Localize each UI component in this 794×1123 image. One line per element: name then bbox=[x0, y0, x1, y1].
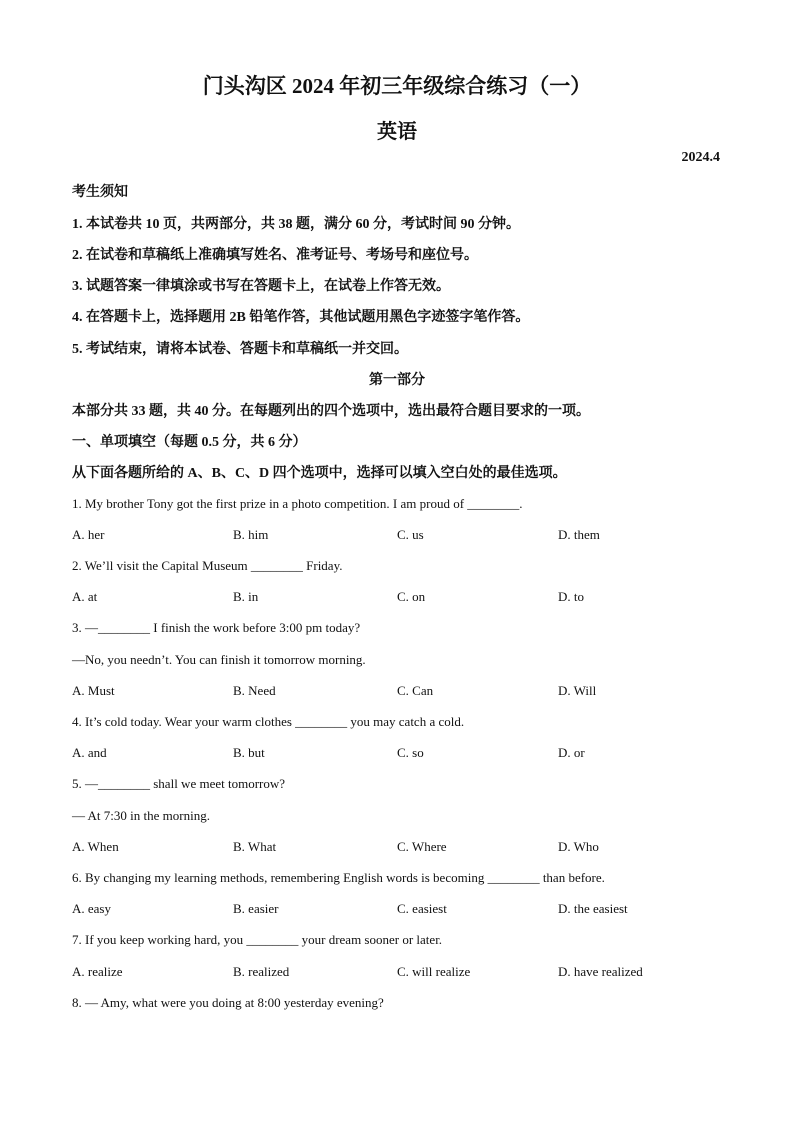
option-c: C. us bbox=[397, 527, 424, 542]
option-a: A. When bbox=[72, 839, 119, 854]
option-a: A. and bbox=[72, 745, 107, 760]
notice-item: 1. 本试卷共 10 页，共两部分，共 38 题，满分 60 分，考试时间 90 分钟。 bbox=[72, 217, 520, 232]
section-instruction: 从下面各题所给的 A、B、C、D 四个选项中，选择可以填入空白处的最佳选项。 bbox=[72, 466, 567, 481]
option-a: A. her bbox=[72, 527, 105, 542]
notice-item: 2. 在试卷和草稿纸上准确填写姓名、准考证号、考场号和座位号。 bbox=[72, 248, 478, 263]
option-d: D. Who bbox=[558, 839, 599, 854]
option-b: B. What bbox=[233, 839, 277, 854]
option-c: C. easiest bbox=[397, 901, 447, 916]
question-dialogue-line: — At 7:30 in the morning. bbox=[72, 808, 210, 823]
option-row bbox=[0, 964, 794, 982]
notice-item: 3. 试题答案一律填涂或书写在答题卡上，在试卷上作答无效。 bbox=[72, 279, 450, 294]
option-row bbox=[0, 589, 794, 607]
option-b: B. realized bbox=[233, 964, 290, 979]
subject-title: 英语 bbox=[377, 121, 417, 143]
option-row bbox=[0, 839, 794, 857]
question-stem: 7. If you keep working hard, you ________ your dream sooner or later. bbox=[72, 932, 443, 947]
question-stem: 4. It’s cold today. Wear your warm clothes ________ you may catch a cold. bbox=[72, 714, 465, 729]
part-intro: 本部分共 33 题，共 40 分。在每题列出的四个选项中，选出最符合题目要求的一项。 bbox=[72, 404, 590, 419]
option-b: B. easier bbox=[233, 901, 279, 916]
option-row bbox=[0, 683, 794, 701]
option-a: A. easy bbox=[72, 901, 111, 916]
option-row bbox=[0, 901, 794, 919]
option-d: D. or bbox=[558, 745, 585, 760]
section-title: 一、单项填空（每题 0.5 分，共 6 分） bbox=[72, 435, 307, 450]
option-b: B. but bbox=[233, 745, 265, 760]
notice-item: 4. 在答题卡上，选择题用 2B 铅笔作答，其他试题用黑色字迹签字笔作答。 bbox=[72, 310, 530, 325]
option-c: C. will realize bbox=[397, 964, 471, 979]
exam-title: 门头沟区 2024 年初三年级综合练习（一） bbox=[202, 74, 592, 98]
option-d: D. the easiest bbox=[558, 901, 628, 916]
option-a: A. Must bbox=[72, 683, 115, 698]
option-c: C. Can bbox=[397, 683, 434, 698]
question-stem: 2. We’ll visit the Capital Museum ________ Friday. bbox=[72, 558, 343, 573]
question-dialogue-line: —No, you needn’t. You can finish it tomorrow morning. bbox=[72, 652, 366, 667]
option-c: C. on bbox=[397, 589, 426, 604]
notice-heading: 考生须知 bbox=[72, 185, 128, 200]
option-d: D. have realized bbox=[558, 964, 643, 979]
option-b: B. Need bbox=[233, 683, 276, 698]
option-d: D. Will bbox=[558, 683, 597, 698]
option-c: C. Where bbox=[397, 839, 447, 854]
option-d: D. them bbox=[558, 527, 600, 542]
exam-date: 2024.4 bbox=[681, 150, 720, 165]
question-stem: 6. By changing my learning methods, remembering English words is becoming ________ than before. bbox=[72, 870, 605, 885]
option-row bbox=[0, 745, 794, 763]
option-b: B. him bbox=[233, 527, 269, 542]
question-stem: 8. — Amy, what were you doing at 8:00 yesterday evening? bbox=[72, 995, 384, 1010]
option-row bbox=[0, 527, 794, 545]
notice-item: 5. 考试结束，请将本试卷、答题卡和草稿纸一并交回。 bbox=[72, 342, 408, 357]
option-d: D. to bbox=[558, 589, 584, 604]
question-stem: 5. —________ shall we meet tomorrow? bbox=[72, 776, 286, 791]
question-stem: 1. My brother Tony got the first prize in a photo competition. I am proud of ________. bbox=[72, 496, 523, 511]
option-c: C. so bbox=[397, 745, 424, 760]
question-stem: 3. —________ I finish the work before 3:00 pm today? bbox=[72, 620, 361, 635]
part-heading: 第一部分 bbox=[369, 373, 425, 388]
option-b: B. in bbox=[233, 589, 259, 604]
option-a: A. at bbox=[72, 589, 98, 604]
option-a: A. realize bbox=[72, 964, 123, 979]
